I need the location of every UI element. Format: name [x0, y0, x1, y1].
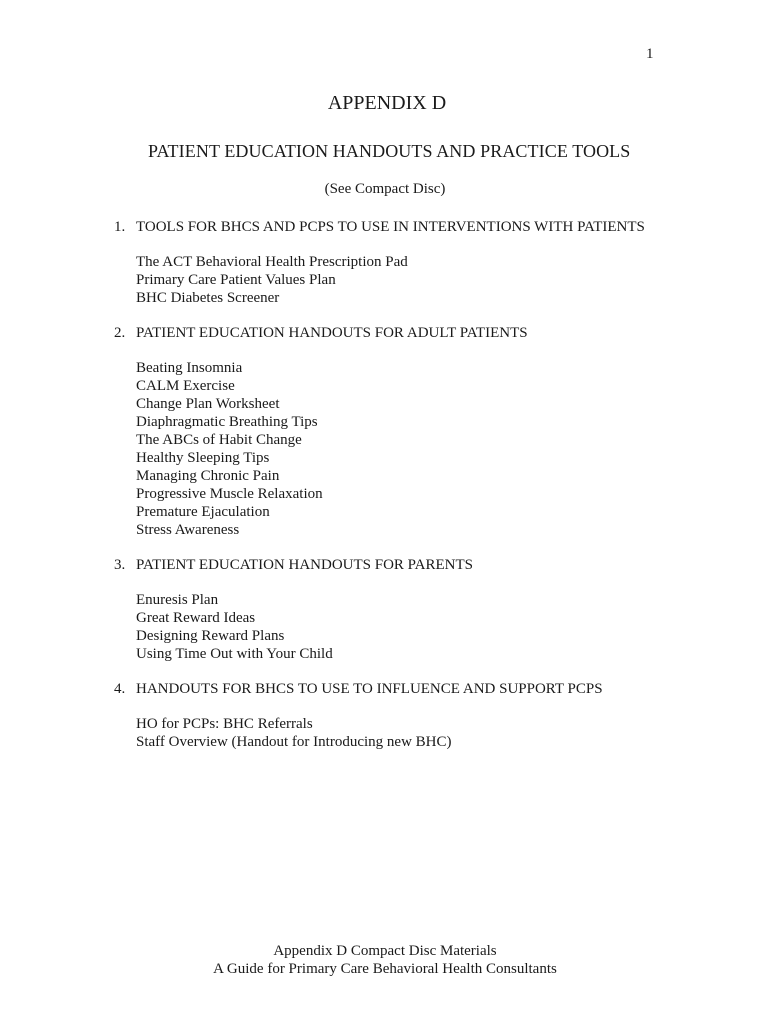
section-items — [136, 715, 714, 751]
list-item: The ABCs of Habit Change — [136, 432, 302, 448]
main-heading: PATIENT EDUCATION HANDOUTS AND PRACTICE TOOLS — [148, 141, 631, 161]
section — [114, 556, 714, 680]
list-item: HO for PCPs: BHC Referrals — [136, 716, 313, 732]
section-number: 2. — [114, 325, 126, 341]
section-number: 3. — [114, 557, 126, 573]
list-item: Diaphragmatic Breathing Tips — [136, 414, 318, 430]
list-item: Primary Care Patient Values Plan — [136, 272, 336, 288]
page-number: 1 — [646, 46, 654, 62]
appendix-title: APPENDIX D — [327, 92, 447, 114]
section-gap — [114, 539, 714, 556]
list-item: Enuresis Plan — [136, 592, 219, 608]
section-heading — [114, 680, 714, 698]
section-heading — [114, 218, 714, 236]
list-item: Staff Overview (Handout for Introducing new BHC) — [136, 734, 452, 750]
section-items — [136, 359, 714, 539]
section-gap — [114, 307, 714, 324]
list-item: Stress Awareness — [136, 522, 240, 538]
list-item: Designing Reward Plans — [136, 628, 285, 644]
section-items — [136, 253, 714, 307]
sections-list — [114, 218, 714, 751]
list-item: BHC Diabetes Screener — [136, 290, 280, 306]
section-items — [136, 591, 714, 663]
list-item: Change Plan Worksheet — [136, 396, 280, 412]
section-title: TOOLS FOR BHCS AND PCPS TO USE IN INTERVENTIONS WITH PATIENTS — [136, 219, 645, 235]
section-gap — [114, 663, 714, 680]
section-heading — [114, 556, 714, 574]
list-item: Great Reward Ideas — [136, 610, 256, 626]
section — [114, 680, 714, 751]
section-title: HANDOUTS FOR BHCS TO USE TO INFLUENCE AND SUPPORT PCPS — [136, 681, 603, 697]
section — [114, 324, 714, 556]
section-title: PATIENT EDUCATION HANDOUTS FOR PARENTS — [136, 557, 473, 573]
list-item: The ACT Behavioral Health Prescription Pad — [136, 254, 408, 270]
list-item: Healthy Sleeping Tips — [136, 450, 270, 466]
section — [114, 218, 714, 324]
list-item: CALM Exercise — [136, 378, 235, 394]
list-item: Premature Ejaculation — [136, 504, 270, 520]
subheading: (See Compact Disc) — [324, 181, 446, 197]
footer — [0, 942, 770, 978]
list-item: Using Time Out with Your Child — [136, 646, 333, 662]
list-item: Managing Chronic Pain — [136, 468, 280, 484]
footer-line-2: A Guide for Primary Care Behavioral Health Consultants — [213, 961, 557, 977]
list-item: Beating Insomnia — [136, 360, 243, 376]
footer-line-1: Appendix D Compact Disc Materials — [273, 943, 497, 959]
section-title: PATIENT EDUCATION HANDOUTS FOR ADULT PATIENTS — [136, 325, 528, 341]
section-number: 1. — [114, 219, 126, 235]
list-item: Progressive Muscle Relaxation — [136, 486, 323, 502]
section-heading — [114, 324, 714, 342]
section-number: 4. — [114, 681, 126, 697]
